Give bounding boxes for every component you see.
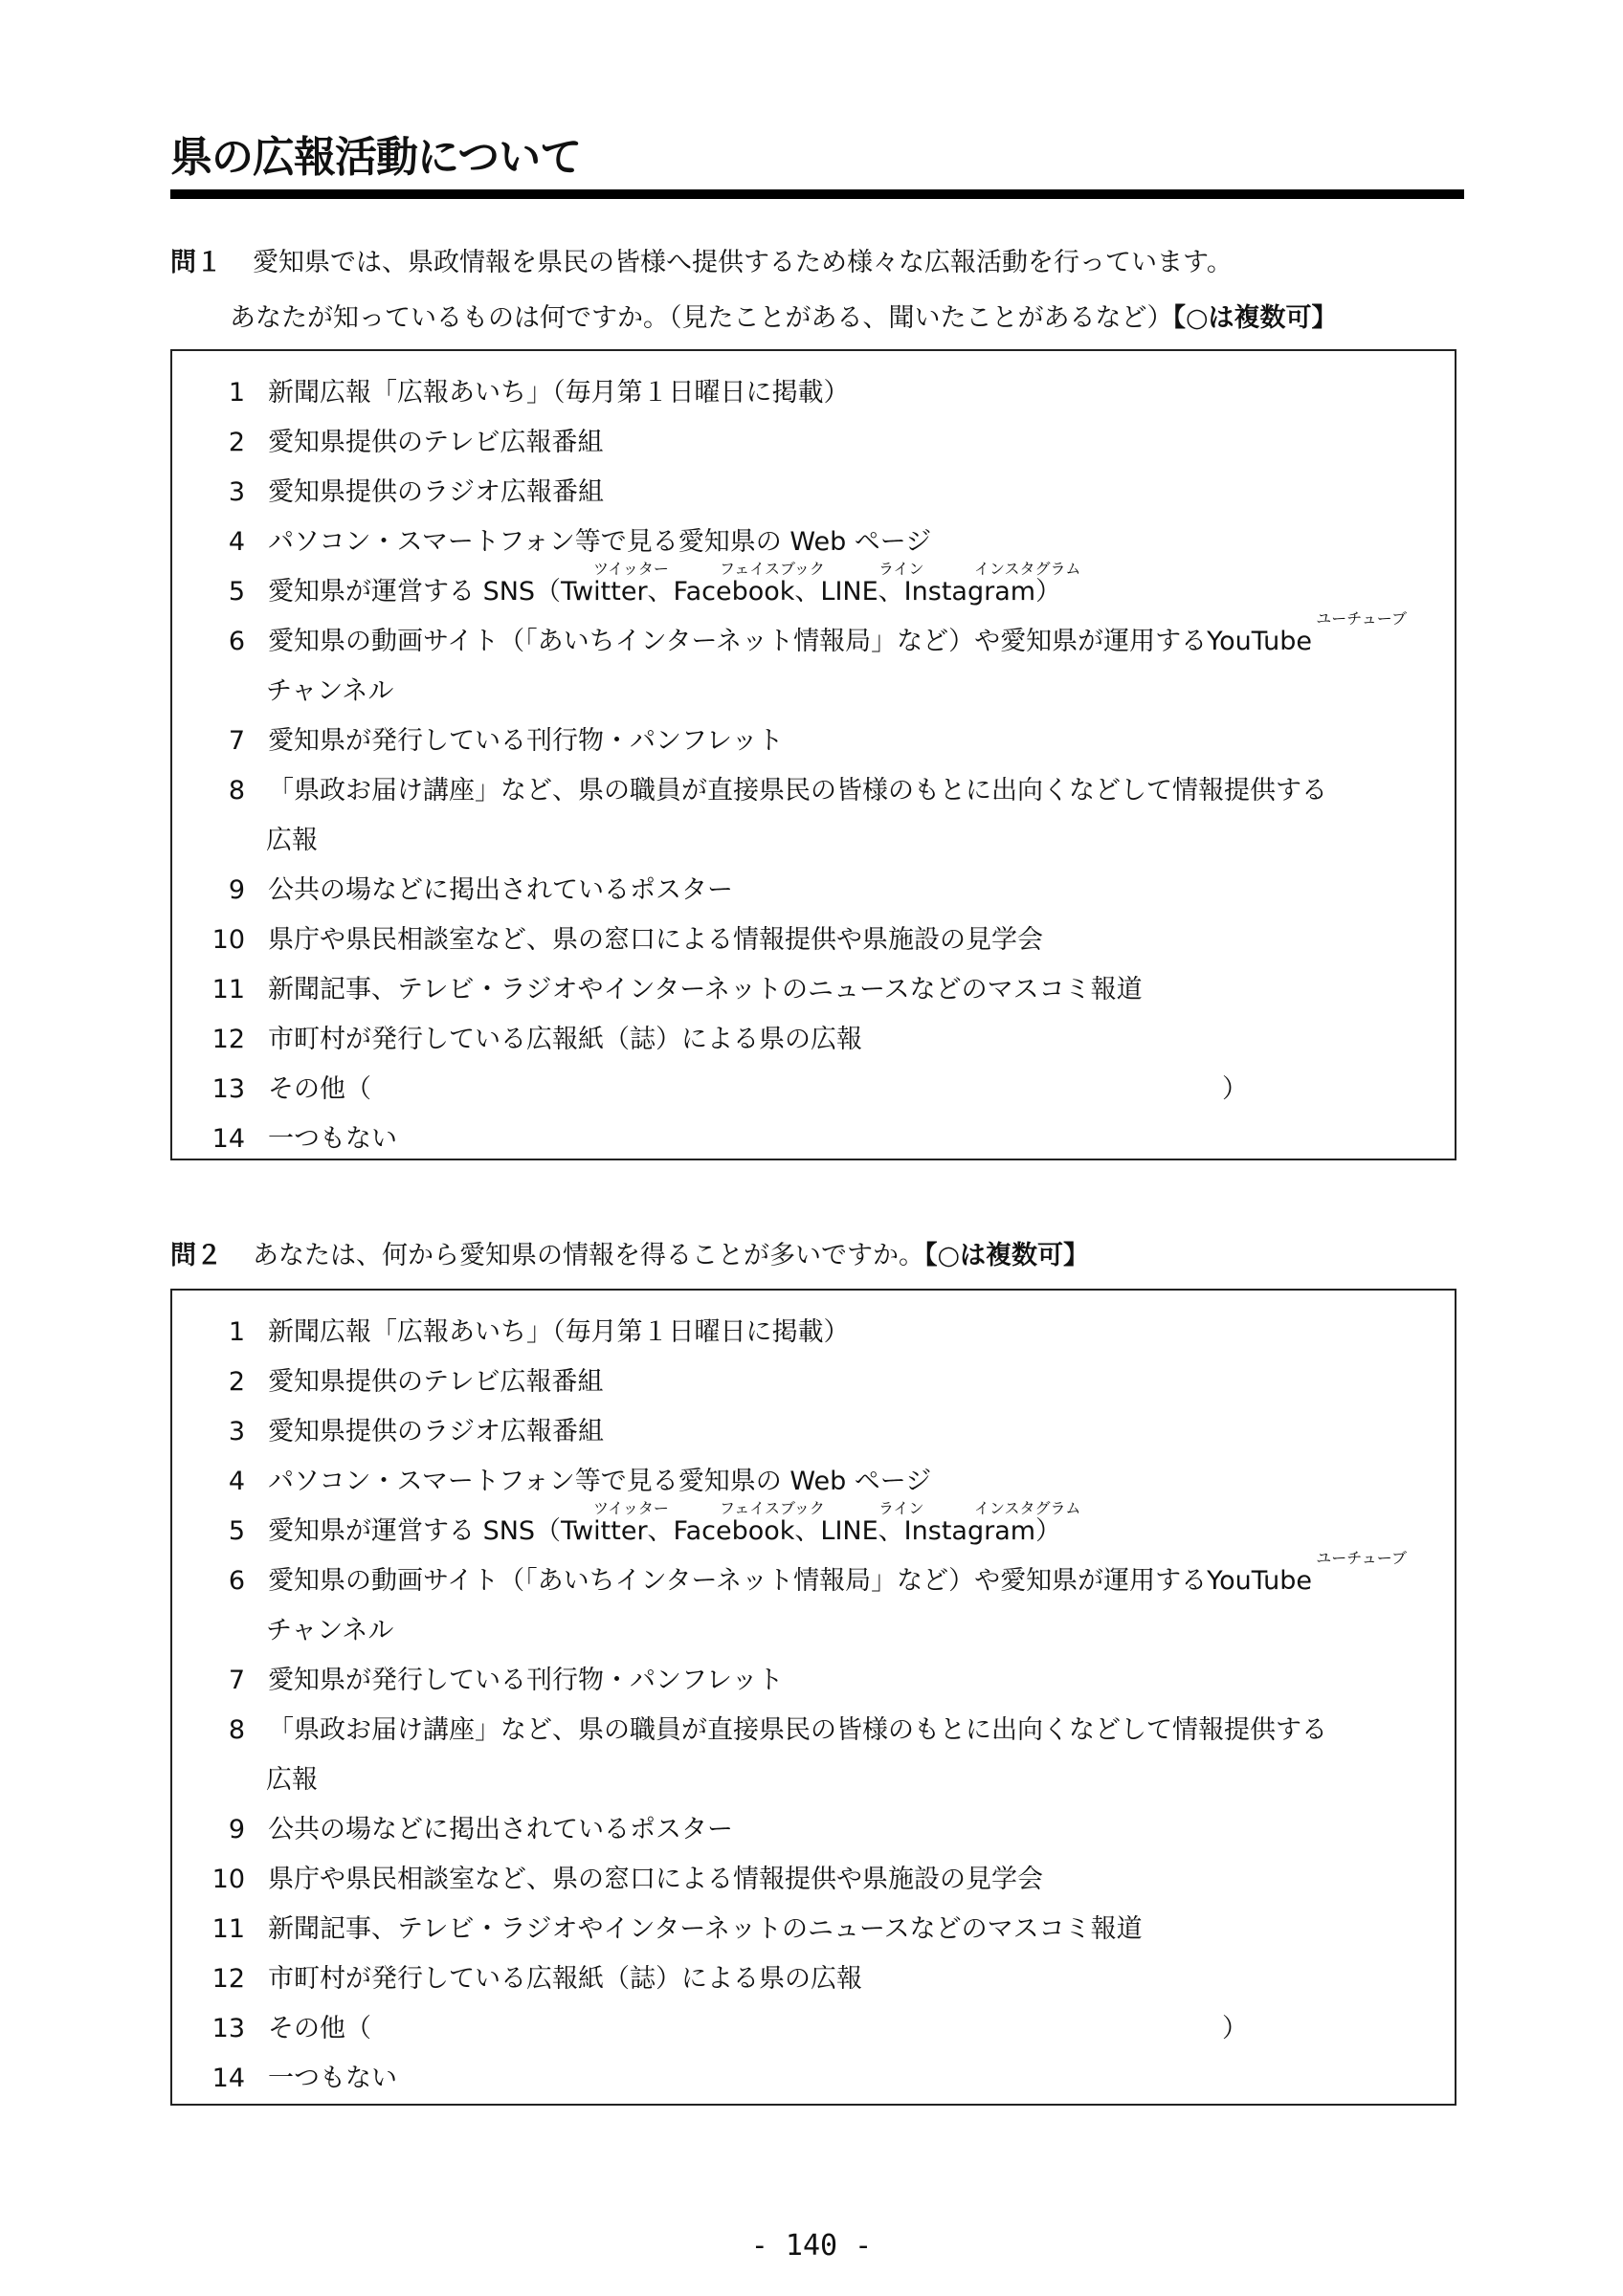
option-2[interactable] [172, 1358, 1455, 1407]
option-number: 7 [228, 726, 245, 756]
option-label-wrap [268, 560, 1435, 617]
option-2[interactable] [172, 418, 1455, 468]
option-14[interactable] [172, 1115, 1455, 1164]
question-1-number: 問１ [170, 248, 222, 277]
option-number: 10 [211, 1865, 245, 1894]
option-number: 10 [211, 925, 245, 955]
sns-ruby [268, 560, 1225, 579]
option-number: 6 [228, 627, 245, 656]
option-label: パソコン・スマートフォン等で見る愛知県の Web ページ [268, 527, 932, 557]
option-number: 4 [228, 527, 245, 557]
option-number: 6 [228, 1566, 245, 1596]
option-label: 愛知県の動画サイト（「あいちインターネット情報局」など）や愛知県が運用するYouTube [268, 627, 1312, 656]
other-close-paren: ） [1222, 1074, 1248, 1104]
question-2-number: 問２ [170, 1241, 222, 1270]
ruby-line: ライン [878, 560, 924, 578]
option-13[interactable] [172, 1065, 1455, 1115]
option-label-continued: 広報 [266, 826, 318, 855]
option-label: 一つもない [268, 1124, 397, 1154]
option-label: 公共の場などに掲出されているポスター [268, 875, 733, 905]
option-12[interactable] [172, 1015, 1455, 1065]
option-number: 8 [228, 1715, 245, 1745]
option-number: 13 [211, 2014, 245, 2043]
option-label: 新聞記事、テレビ・ラジオやインターネットのニュースなどのマスコミ報道 [268, 1914, 1143, 1944]
option-11[interactable] [172, 1905, 1455, 1954]
question-2 [170, 1228, 1472, 1284]
option-9[interactable] [172, 866, 1455, 916]
option-label: 「県政お届け講座」など、県の職員が直接県民の皆様のもとに出向くなどして情報提供する [268, 1715, 1327, 1745]
option-label: 愛知県提供のラジオ広報番組 [268, 1417, 604, 1446]
option-7[interactable] [172, 717, 1455, 766]
question-1-line1 [170, 235, 1472, 291]
option-3[interactable] [172, 1407, 1455, 1457]
option-number: 8 [228, 776, 245, 806]
option-label: 愛知県が発行している刊行物・パンフレット [268, 726, 784, 756]
ruby-youtube: ユーチューブ [1316, 1549, 1407, 1567]
option-label-continued: チャンネル [266, 1616, 394, 1645]
option-number: 11 [211, 1914, 245, 1944]
option-label: 市町村が発行している広報紙（誌）による県の広報 [268, 1964, 862, 1994]
option-label: 愛知県の動画サイト（「あいちインターネット情報局」など）や愛知県が運用するYouTube [268, 1566, 1312, 1596]
option-number: 1 [228, 1317, 245, 1347]
option-number: 1 [228, 378, 245, 408]
option-8[interactable] [172, 766, 1455, 866]
ruby-instagram: インスタグラム [974, 560, 1081, 578]
option-10[interactable] [172, 916, 1455, 965]
page-number: - 140 - [750, 2229, 873, 2263]
option-number: 4 [228, 1467, 245, 1496]
option-1[interactable] [172, 368, 1455, 418]
option-number: 5 [228, 1516, 245, 1546]
option-label: 愛知県提供のラジオ広報番組 [268, 477, 604, 507]
option-label: パソコン・スマートフォン等で見る愛知県の Web ページ [268, 1467, 932, 1496]
ruby-facebook: フェイスブック [720, 560, 825, 578]
question-1-line2 [170, 291, 1472, 346]
option-number: 11 [211, 975, 245, 1004]
option-9[interactable] [172, 1805, 1455, 1855]
option-label: 公共の場などに掲出されているポスター [268, 1815, 733, 1844]
title-underline [170, 189, 1464, 199]
option-7[interactable] [172, 1656, 1455, 1706]
option-8[interactable] [172, 1706, 1455, 1805]
option-label: その他（ [268, 1074, 371, 1104]
option-label: 新聞広報「広報あいち」（毎月第１日曜日に掲載） [268, 1317, 850, 1347]
ruby-twitter: ツイッター [593, 1499, 669, 1517]
option-number: 14 [211, 1124, 245, 1154]
option-number: 2 [228, 428, 245, 457]
other-close-paren: ） [1222, 2014, 1248, 2043]
ruby-youtube: ユーチューブ [1316, 609, 1407, 628]
option-11[interactable] [172, 965, 1455, 1015]
option-number: 5 [228, 577, 245, 607]
option-number: 9 [228, 875, 245, 905]
option-label: 県庁や県民相談室など、県の窓口による情報提供や県施設の見学会 [268, 925, 1043, 955]
sns-ruby [268, 1499, 1225, 1518]
ruby-twitter: ツイッター [593, 560, 669, 578]
option-10[interactable] [172, 1855, 1455, 1905]
option-13[interactable] [172, 2004, 1455, 2054]
option-label: 愛知県提供のテレビ広報番組 [268, 428, 604, 457]
option-14[interactable] [172, 2054, 1455, 2104]
option-6[interactable] [172, 609, 1455, 717]
option-3[interactable] [172, 468, 1455, 518]
option-label: 愛知県が発行している刊行物・パンフレット [268, 1666, 784, 1695]
ruby-facebook: フェイスブック [720, 1499, 825, 1517]
ruby-line: ライン [878, 1499, 924, 1517]
option-number: 13 [211, 1074, 245, 1104]
option-number: 14 [211, 2064, 245, 2093]
question-2-text: あなたは、何から愛知県の情報を得ることが多いですか。 [253, 1241, 924, 1270]
question-2-note: 【○は複数可】 [924, 1241, 1090, 1270]
option-12[interactable] [172, 1954, 1455, 2004]
option-label: 愛知県が運営する SNS（Twitter、Facebook、LINE、Instagram） [268, 577, 1062, 607]
ruby-instagram: インスタグラム [974, 1499, 1081, 1517]
option-label-continued: 広報 [266, 1765, 318, 1795]
option-number: 9 [228, 1815, 245, 1844]
option-label-wrap [268, 1549, 1435, 1606]
option-1[interactable] [172, 1308, 1455, 1358]
option-number: 12 [211, 1964, 245, 1994]
option-5[interactable] [172, 1499, 1455, 1556]
option-label: 一つもない [268, 2064, 397, 2093]
question-1-text2: あなたが知っているものは何ですか。（見たことがある、聞いたことがあるなど） [230, 303, 1173, 333]
option-label: 愛知県提供のテレビ広報番組 [268, 1367, 604, 1397]
option-label-wrap [268, 1499, 1435, 1556]
option-label: 市町村が発行している広報紙（誌）による県の広報 [268, 1025, 862, 1054]
option-number: 3 [228, 477, 245, 507]
option-number: 2 [228, 1367, 245, 1397]
question-1-options-box [170, 349, 1456, 1160]
question-2-options-box [170, 1289, 1456, 2106]
option-label: 「県政お届け講座」など、県の職員が直接県民の皆様のもとに出向くなどして情報提供する [268, 776, 1327, 806]
option-label: 新聞広報「広報あいち」（毎月第１日曜日に掲載） [268, 378, 850, 408]
option-label-wrap [268, 609, 1435, 667]
option-number: 12 [211, 1025, 245, 1054]
option-number: 7 [228, 1666, 245, 1695]
option-label: 県庁や県民相談室など、県の窓口による情報提供や県施設の見学会 [268, 1865, 1043, 1894]
option-label-continued: チャンネル [266, 676, 394, 706]
option-6[interactable] [172, 1549, 1455, 1656]
page-title: 県の広報活動について [170, 133, 582, 182]
option-5[interactable] [172, 560, 1455, 617]
option-label: 新聞記事、テレビ・ラジオやインターネットのニュースなどのマスコミ報道 [268, 975, 1143, 1004]
option-label: その他（ [268, 2014, 371, 2043]
option-label: 愛知県が運営する SNS（Twitter、Facebook、LINE、Instagram） [268, 1516, 1062, 1546]
option-number: 3 [228, 1417, 245, 1446]
question-1 [170, 235, 1472, 346]
question-1-text: 愛知県では、県政情報を県民の皆様へ提供するため様々な広報活動を行っています。 [253, 248, 1233, 277]
question-1-note: 【○は複数可】 [1172, 303, 1338, 333]
